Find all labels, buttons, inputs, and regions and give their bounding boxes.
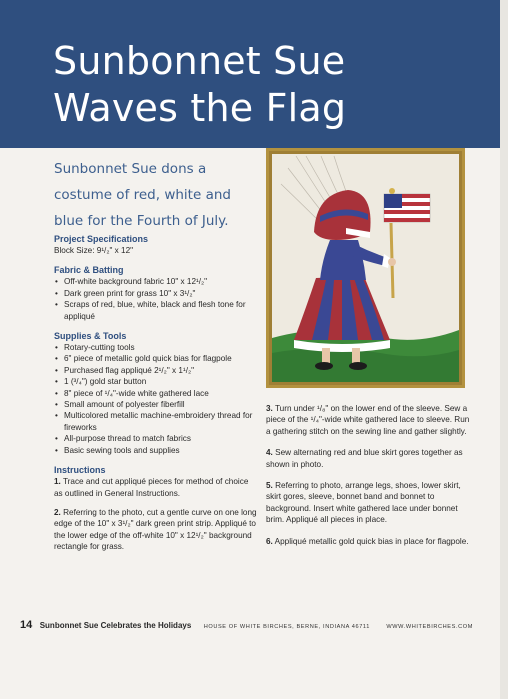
list-item: • Rotary-cutting tools <box>54 342 259 353</box>
step-text: Turn under ¹/₈" on the lower end of the sleeve. Sew a piece of the ¹/₄"-wide white gathered lace to sleeve. Run a gathering stitch on the sewing line and gather slightly. <box>266 404 470 436</box>
intro-text <box>54 156 254 234</box>
right-column <box>266 403 471 557</box>
step-text: Referring to the photo, cut a gentle curve on one long edge of the 10" x 3¹/₂" dark green print strip. Appliqué to the lower edge of the off-white 10" x 12¹/₂" background rectangle for grass. <box>54 507 257 552</box>
intro-line-2: costume of red, white and <box>54 187 231 203</box>
instruction-step-3 <box>266 403 471 437</box>
step-number: 2. <box>54 507 61 517</box>
list-item: • Multicolored metallic machine-embroidery thread for fireworks <box>54 410 259 433</box>
list-item: • 6" piece of metallic gold quick bias for flagpole <box>54 353 259 364</box>
left-column <box>54 233 259 561</box>
block-size: Block Size: 9¹/₂" x 12" <box>54 246 134 255</box>
list-item: • Purchased flag appliqué 2¹/₂" x 1¹/₂" <box>54 365 259 376</box>
instructions-heading: Instructions <box>54 465 106 476</box>
intro-line-3: blue for the Fourth of July. <box>54 213 229 229</box>
list-item: • Off-white background fabric 10" x 12¹/₂" <box>54 276 259 287</box>
shoe <box>315 362 333 370</box>
step-text: Appliqué metallic gold quick bias in place for flagpole. <box>274 536 469 546</box>
list-item: • Basic sewing tools and supplies <box>54 445 259 456</box>
quilt-illustration <box>266 148 465 388</box>
list-item: • 1 (³/₄") gold star button <box>54 376 259 387</box>
leg <box>352 348 360 364</box>
title-line-1: Sunbonnet Sue <box>53 39 346 83</box>
publisher: HOUSE OF WHITE BIRCHES, BERNE, INDIANA 46711 <box>203 624 370 630</box>
step-text: Sew alternating red and blue skirt gores together as shown in photo. <box>266 448 463 469</box>
title-line-2: Waves the Flag <box>53 86 347 130</box>
website: WWW.WHITEBIRCHES.COM <box>386 624 473 630</box>
instruction-step-2 <box>54 507 259 553</box>
fabric-list <box>54 276 259 322</box>
step-text: Referring to photo, arrange legs, shoes, lower skirt, skirt gores, sleeve, bonnet band and bonnet to background. Insert white gathered lace under bonnet brim. Appliqué all pieces in place. <box>266 481 461 525</box>
page-number: 14 <box>20 619 33 631</box>
step-text: Trace and cut appliqué pieces for method of choice as outlined in General Instructions. <box>54 477 249 498</box>
step-number: 5. <box>266 481 273 491</box>
step-number: 4. <box>266 448 273 458</box>
list-item: • 8" piece of ¹/₄"-wide white gathered lace <box>54 388 259 399</box>
instruction-step-4 <box>266 447 471 470</box>
leg <box>322 348 330 364</box>
instruction-step-5 <box>266 480 471 526</box>
intro-line-1: Sunbonnet Sue dons a <box>54 161 207 177</box>
step-number: 6. <box>266 536 273 546</box>
flag-icon <box>384 194 430 222</box>
list-item: • Scraps of red, blue, white, black and flesh tone for appliqué <box>54 299 259 322</box>
supplies-heading: Supplies & Tools <box>54 331 127 342</box>
page-title <box>53 38 346 132</box>
shoe <box>349 362 367 370</box>
list-item: • All-purpose thread to match fabrics <box>54 433 259 444</box>
book-title: Sunbonnet Sue Celebrates the Holidays <box>39 621 192 630</box>
hand <box>388 258 396 266</box>
specs-heading: Project Specifications <box>54 234 149 244</box>
instruction-step-6 <box>266 536 471 547</box>
page-edge <box>500 0 508 699</box>
list-item: • Dark green print for grass 10" x 3¹/₂" <box>54 288 259 299</box>
star-button-icon <box>389 188 395 194</box>
page-footer <box>20 615 480 631</box>
fabric-heading: Fabric & Batting <box>54 265 124 276</box>
step-number: 3. <box>266 404 273 413</box>
list-item: • Small amount of polyester fiberfill <box>54 399 259 410</box>
supplies-list <box>54 342 259 456</box>
instruction-step-1 <box>54 476 259 499</box>
quilt-photo <box>266 148 465 388</box>
step-number: 1. <box>54 477 61 487</box>
